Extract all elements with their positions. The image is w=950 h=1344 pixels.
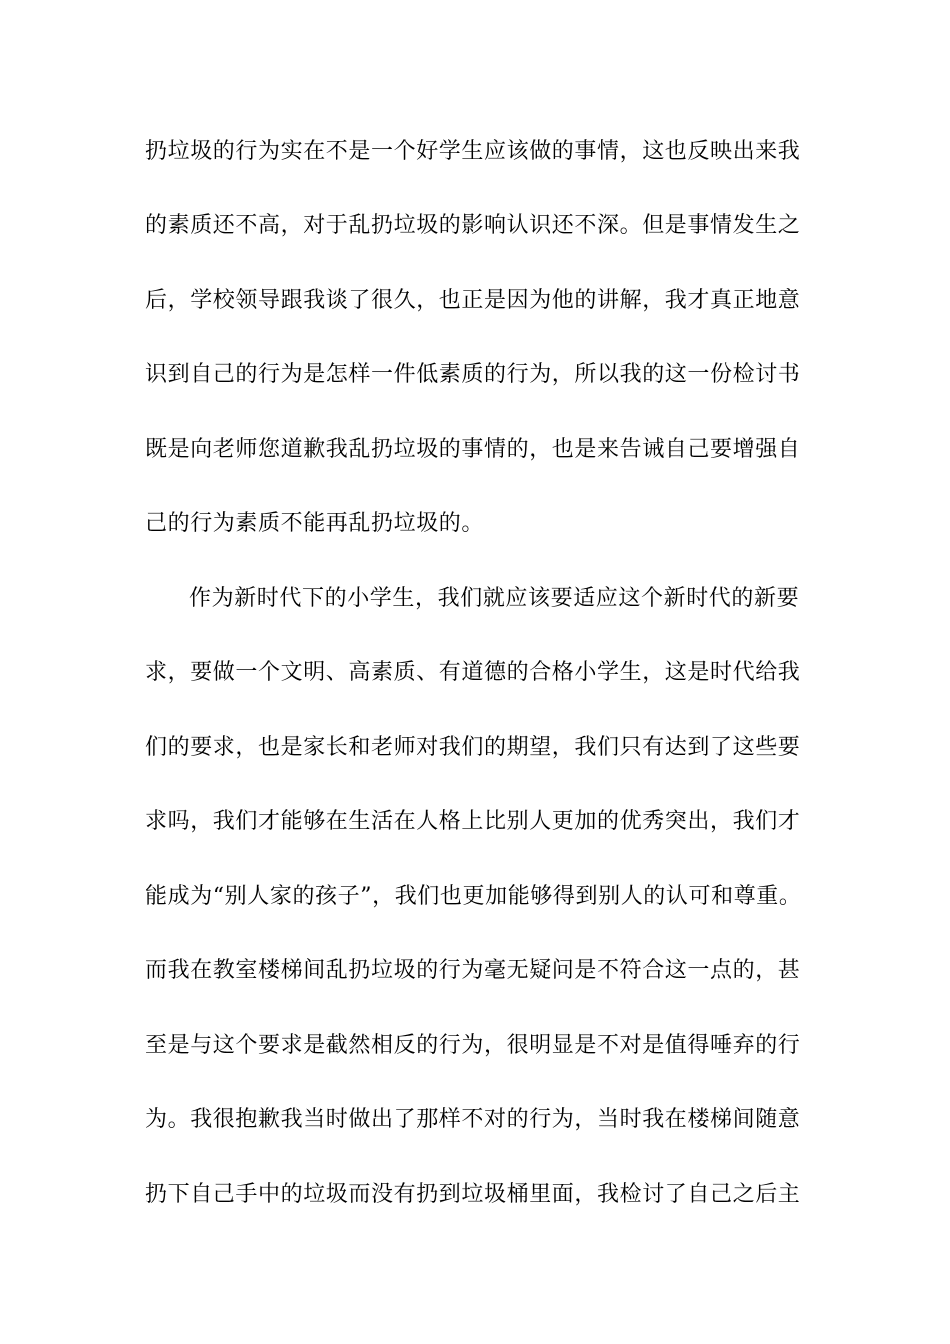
text-line: 至是与这个要求是截然相反的行为，很明显是不对是值得唾弃的行 <box>145 1033 801 1058</box>
text-line: 而我在教室楼梯间乱扔垃圾的行为毫无疑问是不符合这一点的，甚 <box>145 958 801 983</box>
text-line: 为。我很抱歉我当时做出了那样不对的行为，当时我在楼梯间随意 <box>145 1107 801 1132</box>
text-line: 们的要求，也是家长和老师对我们的期望，我们只有达到了这些要 <box>145 735 801 760</box>
text-line: 求吗，我们才能够在生活在人格上比别人更加的优秀突出，我们才 <box>145 809 801 834</box>
text-line: 后，学校领导跟我谈了很久，也正是因为他的讲解，我才真正地意 <box>145 288 801 313</box>
text-line: 既是向老师您道歉我乱扔垃圾的事情的，也是来告诫自己要增强自 <box>145 437 801 462</box>
text-line: 能成为“别人家的孩子”，我们也更加能够得到别人的认可和尊重。 <box>145 884 802 909</box>
text-line: 扔下自己手中的垃圾而没有扔到垃圾桶里面，我检讨了自己之后主 <box>145 1182 801 1207</box>
text-line: 求，要做一个文明、高素质、有道德的合格小学生，这是时代给我 <box>145 660 801 685</box>
paragraph-first-line: 作为新时代下的小学生，我们就应该要适应这个新时代的新要 <box>189 586 800 611</box>
text-line: 识到自己的行为是怎样一件低素质的行为，所以我的这一份检讨书 <box>145 362 801 387</box>
text-line: 的素质还不高，对于乱扔垃圾的影响认识还不深。但是事情发生之 <box>145 213 801 238</box>
text-line: 己的行为素质不能再乱扔垃圾的。 <box>145 511 485 536</box>
text-line: 扔垃圾的行为实在不是一个好学生应该做的事情，这也反映出来我 <box>145 139 801 164</box>
